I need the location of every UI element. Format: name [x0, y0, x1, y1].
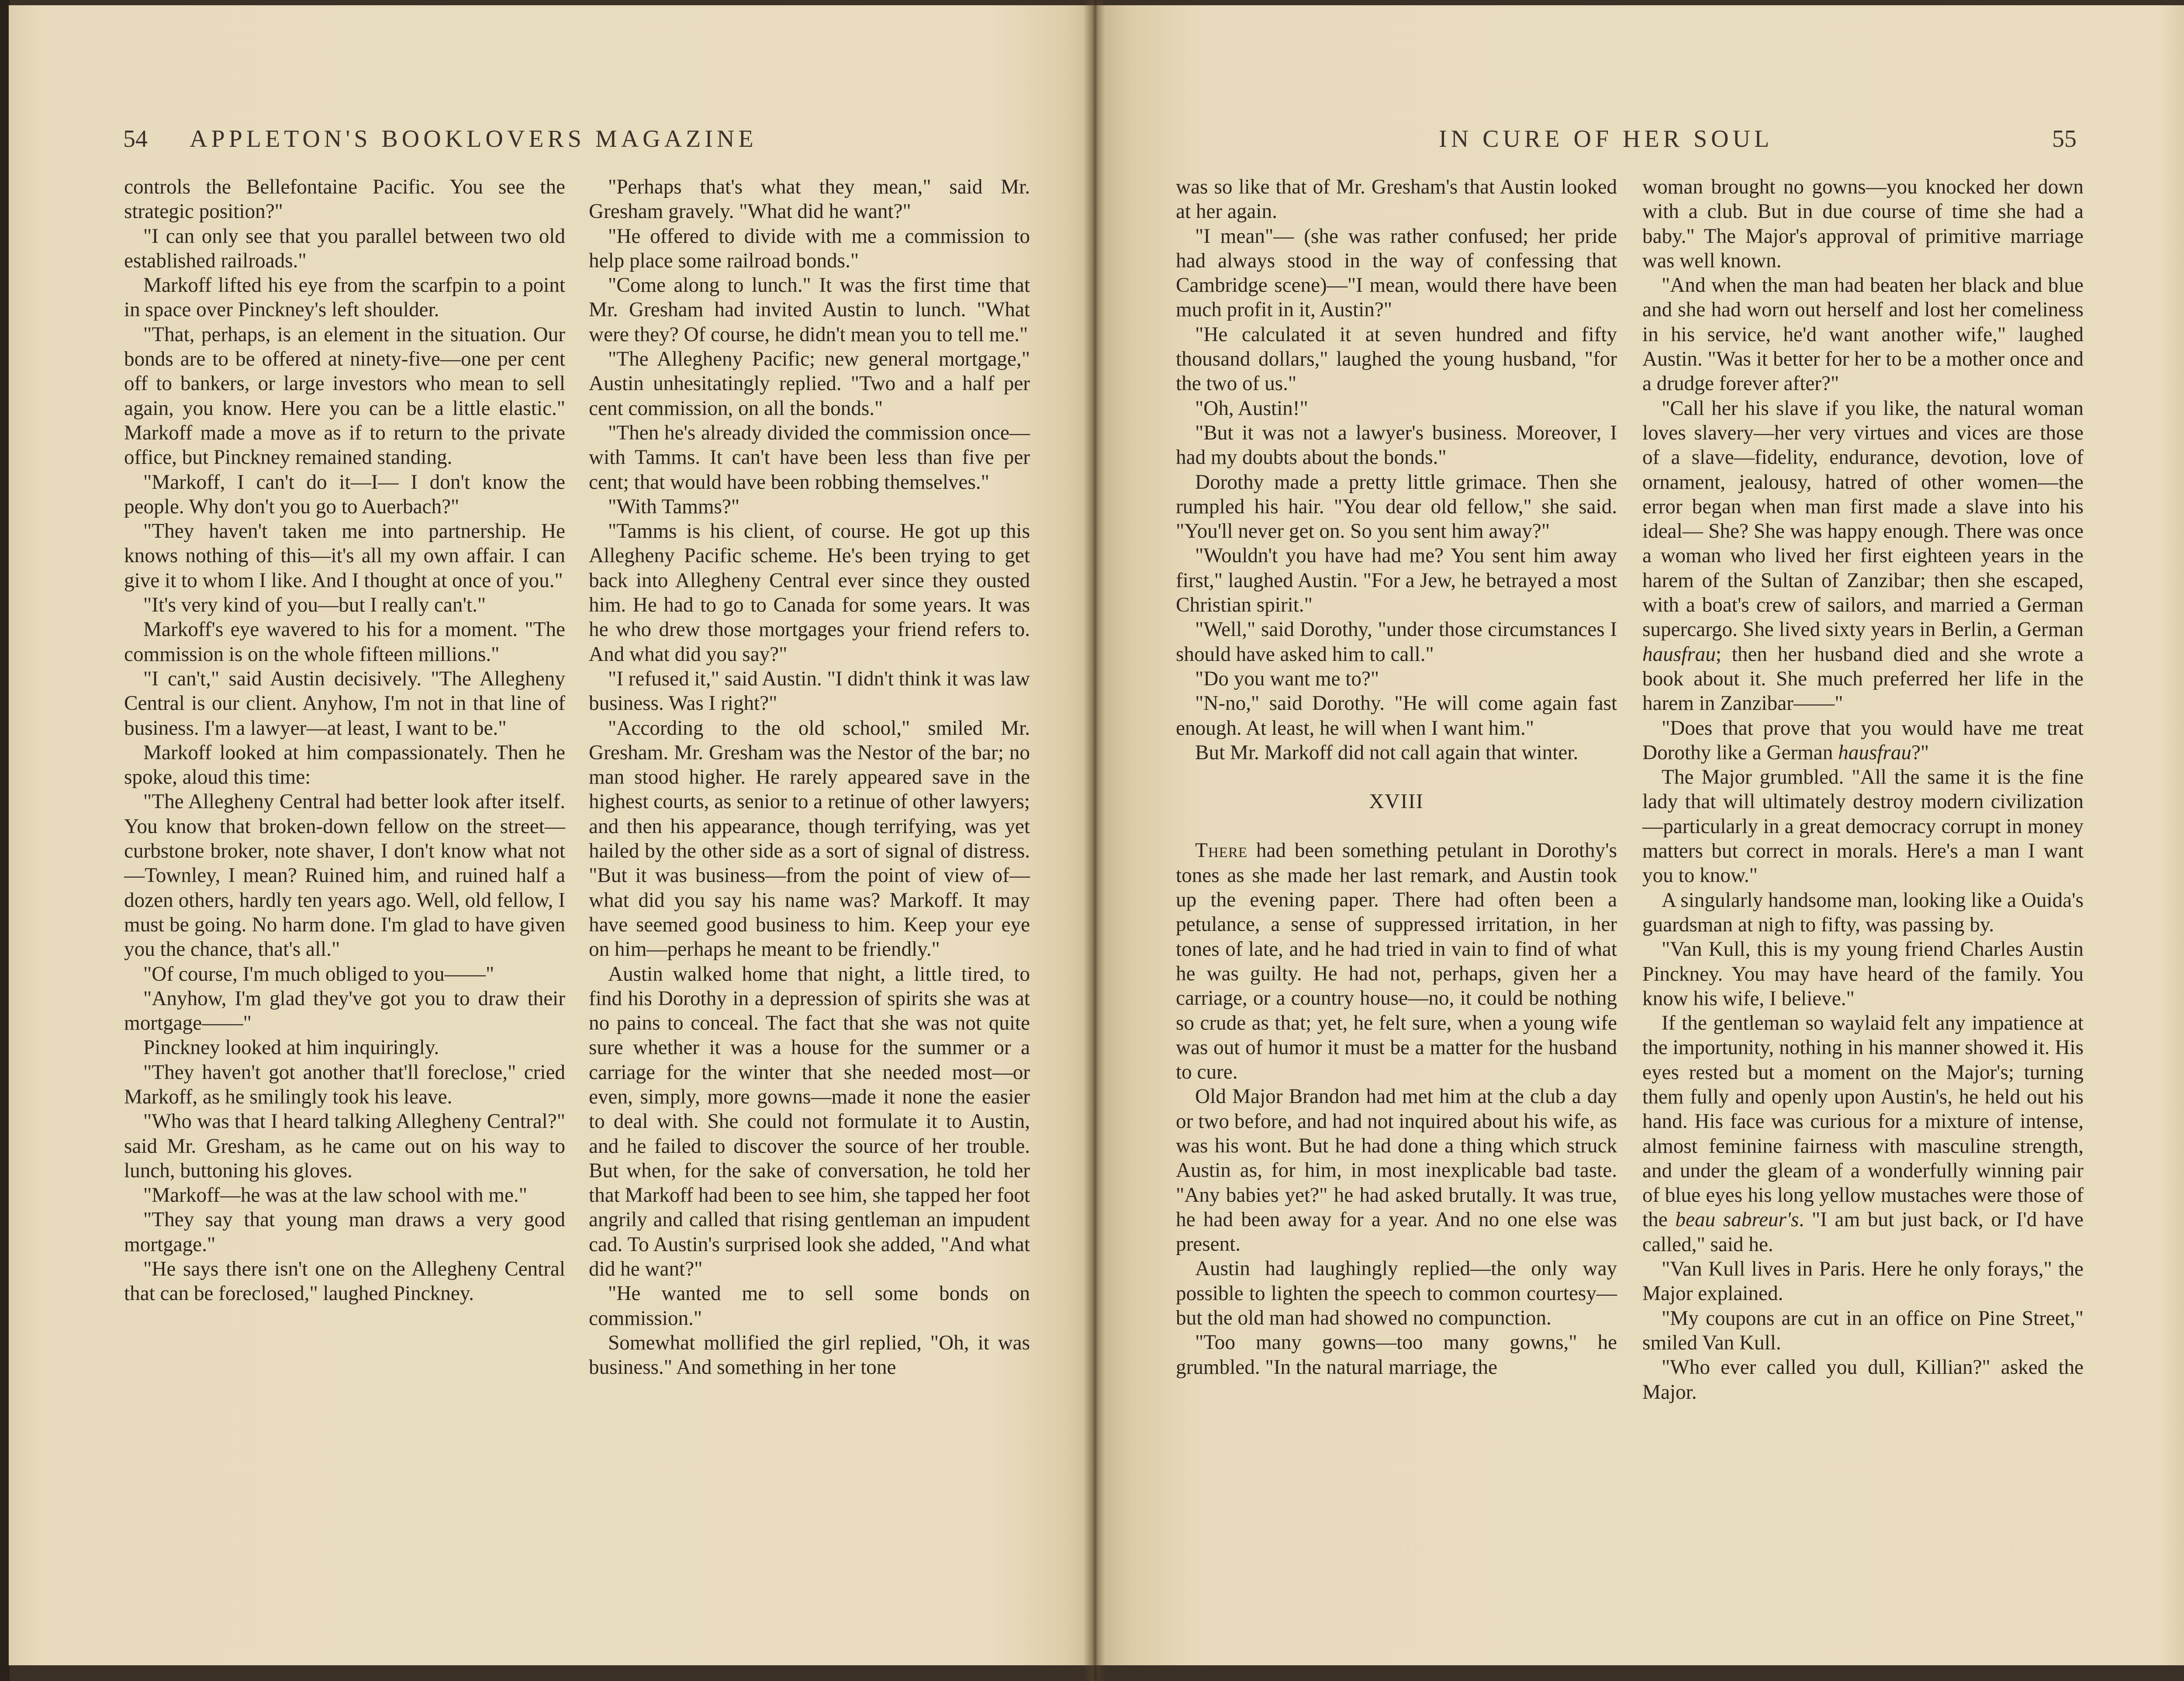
paragraph: "Anyhow, I'm glad they've got you to draw their mortgage——" — [124, 987, 565, 1035]
paragraph: "But it was not a lawyer's business. Moreover, I had my doubts about the bonds." — [1176, 421, 1617, 469]
paragraph: A singularly handsome man, looking like a Ouida's guardsman at nigh to fifty, was passing by. — [1642, 889, 2084, 936]
right-column-1 — [1176, 175, 1617, 1380]
paragraph: But Mr. Markoff did not call again that winter. — [1195, 741, 1579, 764]
right-page-number-wrap — [2052, 125, 2077, 153]
paragraph: "Tamms is his client, of course. He got up this Allegheny Pacific scheme. He's been trying to get back into Allegheny Central ever since they ousted him. He had to go to Canada for some years. It was he who drew those mortgages your friend refers to. And what did you say?" — [589, 520, 1030, 666]
chapter-opening-text: had been something petulant in Dorothy's tones as she made her last remark, and Austin took up the evening paper. There had often been a petulance, a sense of suppressed irritation, in her tones of late, and he had tried in vain to find of what he was guilty. He had not, perhaps, given her a carriage, or a country house—no, it could be nothing so crude as that; yet, he felt sure, when a young wife was out of humor it must be a matter for the husband to cure. — [1176, 839, 1617, 1084]
paragraph: "Come along to lunch." It was the first time that Mr. Gresham had invited Austin to lunch. "What were they? Of course, he didn't mean you to tell me." — [589, 274, 1030, 346]
paragraph: woman brought no gowns—you knocked her down with a club. But in due course of time she had a baby." The Major's approval of primitive marriage was well known. — [1642, 176, 2084, 272]
paragraph: "According to the old school," smiled Mr. Gresham. Mr. Gresham was the Nestor of the bar; no man stood higher. He rarely appeared save in the highest courts, as senior to a retinue of other lawyers; and then his appearance, though terrifying, was yet hailed by the other side as a sort of signal of distress. "But it was business—from the point of view of—what did you say his name was? Markoff. It may have seemed good business to him. Keep your eye on him—perhaps he meant to be friendly." — [589, 716, 1030, 961]
paragraph: "Call her his slave if you like, the natural woman loves slavery—her very virtues and vices are those of a slave—fidelity, endurance, devotion, love of ornament, jealousy, hatred of other women—the error began when man first made a slave into his ideal— She? She was happy enough. There was once a woman who lived her first eighteen years in the harem of the Sultan of Zanzibar; then she escaped, with a boat's crew of sailors, and married a German supercargo. She lived sixty years in Berlin, a German hausfrau; then her husband died and she wrote a book about it. She much preferred her life in the harem in Zanzibar——" — [1642, 397, 2084, 715]
right-page — [1093, 5, 2184, 1665]
paragraph: "Van Kull lives in Paris. Here he only forays," the Major explained. — [1642, 1258, 2084, 1305]
paragraph: "He wanted me to sell some bonds on commission." — [589, 1282, 1030, 1330]
paragraph: "Oh, Austin!" — [1195, 397, 1308, 420]
paragraph: "Who was that I heard talking Allegheny Central?" said Mr. Gresham, as he came out on his way to lunch, buttoning his gloves. — [124, 1110, 565, 1182]
gutter-shadow — [1083, 0, 1105, 1681]
left-running-head — [123, 125, 757, 153]
paragraph: "Too many gowns—too many gowns," he grumbled. "In the natural marriage, the — [1176, 1331, 1617, 1379]
paragraph: "Perhaps that's what they mean," said Mr. Gresham gravely. "What did he want?" — [589, 176, 1030, 223]
left-column-2 — [589, 175, 1030, 1380]
paragraph: Austin had laughingly replied—the only way possible to lighten the speech to common courtesy—but the old man had showed no compunction. — [1176, 1257, 1617, 1330]
book-edge-left — [0, 0, 10, 1681]
paragraph: "Do you want me to?" — [1195, 667, 1379, 690]
paragraph: Austin walked home that night, a little tired, to find his Dorothy in a depression of spirits she was at no pains to conceal. The fact that she was not quite sure whether it was a house for the summer or a carriage for the winter that she needed most—or even, simply, more gowns—made it none the easier to deal with. She could not formulate it to Austin, and he failed to discover the source of her trouble. But when, for the sake of conversation, he told her that Markoff had been to see him, she tapped her foot angrily and called that rising gentleman an impudent cad. To Austin's surprised look she added, "And what did he want?" — [589, 962, 1030, 1281]
paragraph: Dorothy made a pretty little grimace. Then she rumpled his hair. "You dear old fellow," she said. "You'll never get on. So you sent him away?" — [1176, 470, 1617, 543]
right-running-title: IN CURE OF HER SOUL — [1439, 125, 1773, 152]
chapter-heading: XVIII — [1369, 790, 1424, 813]
paragraph: "Wouldn't you have had me? You sent him away first," laughed Austin. "For a Jew, he betrayed a most Christian spirit." — [1176, 544, 1617, 617]
paragraph: Old Major Brandon had met him at the club a day or two before, and had not inquired about his wife, as was his wont. But he had done a thing which struck Austin as, for him, in most inexplicable bad taste. "Any babies yet?" he had asked brutally. It was true, he had been away for a year. And no one else was present. — [1176, 1085, 1617, 1256]
paragraph: "Who ever called you dull, Killian?" asked the Major. — [1642, 1356, 2084, 1404]
paragraph: "The Allegheny Pacific; new general mortgage," Austin unhesitatingly replied. "Two and a half per cent commission, on all the bonds." — [589, 348, 1030, 420]
right-page-number: 55 — [2052, 125, 2077, 152]
left-page — [9, 5, 1097, 1665]
paragraph: Markoff lifted his eye from the scarfpin to a point in space over Pinckney's left shoulder. — [124, 274, 565, 322]
paragraph: "They say that young man draws a very good mortgage." — [124, 1208, 565, 1256]
paragraph: "That, perhaps, is an element in the situation. Our bonds are to be offered at ninety-five—one per cent off to bankers, or large investors who mean to sell again, you know. Here you can be a little elastic." Markoff made a move as if to return to the private office, but Pinckney remained standing. — [124, 323, 565, 469]
paragraph: "Van Kull, this is my young friend Charles Austin Pinckney. You may have heard of the family. You know his wife, I believe." — [1642, 938, 2084, 1010]
paragraph: Markoff's eye wavered to his for a moment. "The commission is on the whole fifteen millions." — [124, 618, 565, 666]
paragraph: "With Tamms?" — [608, 495, 740, 518]
paragraph: "Well," said Dorothy, "under those circumstances I should have asked him to call." — [1176, 618, 1617, 666]
paragraph: "They haven't got another that'll foreclose," cried Markoff, as he smilingly took his leave. — [124, 1061, 565, 1108]
paragraph: was so like that of Mr. Gresham's that Austin looked at her again. — [1176, 176, 1617, 223]
paragraph: "N-no," said Dorothy. "He will come again fast enough. At least, he will when I want him." — [1176, 692, 1617, 740]
paragraph: "He says there isn't one on the Allegheny Central that can be foreclosed," laughed Pinckney. — [124, 1258, 565, 1305]
paragraph: "And when the man had beaten her black and blue and she had worn out herself and lost her comeliness in his service, he'd want another wife," laughed Austin. "Was it better for her to be a mother once and a drudge forever after?" — [1642, 274, 2084, 395]
paragraph: "He calculated it at seven hundred and fifty thousand dollars," laughed the young husband, "for the two of us." — [1176, 323, 1617, 395]
paragraph: controls the Bellefontaine Pacific. You see the strategic position?" — [124, 176, 565, 223]
right-column-1-bottom — [1176, 1084, 1617, 1380]
paragraph: "He offered to divide with me a commission to help place some railroad bonds." — [589, 225, 1030, 272]
paragraph: "I can only see that you parallel between two old established railroads." — [124, 225, 565, 272]
left-running-title: APPLETON'S BOOKLOVERS MAGAZINE — [190, 125, 757, 152]
right-column-1-top — [1176, 175, 1617, 765]
chapter-opening-small-caps: There — [1195, 839, 1248, 862]
paragraph: "My coupons are cut in an office on Pine Street," smiled Van Kull. — [1642, 1307, 2084, 1354]
paragraph: "Of course, I'm much obliged to you——" — [143, 962, 494, 986]
paragraph: Somewhat mollified the girl replied, "Oh, it was business." And something in her tone — [589, 1331, 1030, 1379]
right-running-head — [1439, 125, 1773, 153]
paragraph: "It's very kind of you—but I really can't." — [143, 594, 486, 617]
chapter-opening-paragraph — [1176, 838, 1617, 1084]
right-column-2 — [1642, 175, 2084, 1404]
paragraph: "Markoff—he was at the law school with me." — [143, 1184, 527, 1207]
left-page-number: 54 — [123, 125, 148, 152]
paragraph: "I mean"— (she was rather confused; her pride had always stood in the way of confessing that Cambridge scene)—"I mean, would there have been much profit in it, Austin?" — [1176, 225, 1617, 322]
paragraph: "They haven't taken me into partnership. He knows nothing of this—it's all my own affair. I can give it to whom I like. And I thought at once of you." — [124, 520, 565, 592]
paragraph: "I can't," said Austin decisively. "The Allegheny Central is our client. Anyhow, I'm not in that line of business. I'm a lawyer—at least, I want to be." — [124, 667, 565, 740]
paragraph: Pinckney looked at him inquiringly. — [143, 1036, 439, 1059]
paragraph: Markoff looked at him compassionately. Then he spoke, aloud this time: — [124, 741, 565, 789]
paragraph: "The Allegheny Central had better look after itself. You know that broken-down fellow on the street—curbstone broker, note shaver, I don't know what not—Townley, I mean? Ruined him, and ruined half a dozen others, hardly ten years ago. Well, old fellow, I must be going. No harm done. I'm glad to have given you the chance, that's all." — [124, 790, 565, 961]
paragraph: "Does that prove that you would have me treat Dorothy like a German hausfrau?" — [1642, 716, 2084, 764]
paragraph: "Then he's already divided the commission once—with Tamms. It can't have been less than five per cent; that would have been robbing themselves." — [589, 421, 1030, 494]
paragraph: "Markoff, I can't do it—I— I don't know the people. Why don't you go to Auerbach?" — [124, 470, 565, 518]
paragraph: The Major grumbled. "All the same it is the fine lady that will ultimately destroy modern civilization—particularly in a great democracy corrupt in money matters but correct in morals. Here's a man I want you to know." — [1642, 766, 2084, 887]
paragraph: If the gentleman so waylaid felt any impatience at the importunity, nothing in his manner showed it. His eyes rested but a moment on the Major's; turning them fully and openly upon Austin's, he held out his hand. His face was curious for a mixture of intense, almost feminine fairness with masculine strength, and under the gleam of a wonderfully winning pair of blue eyes his long yellow mustaches were those of the beau sabreur's. "I am but just back, or I'd have called," said he. — [1642, 1012, 2084, 1256]
paragraph: "I refused it," said Austin. "I didn't think it was law business. Was I right?" — [589, 667, 1030, 715]
left-column-1 — [124, 175, 565, 1306]
